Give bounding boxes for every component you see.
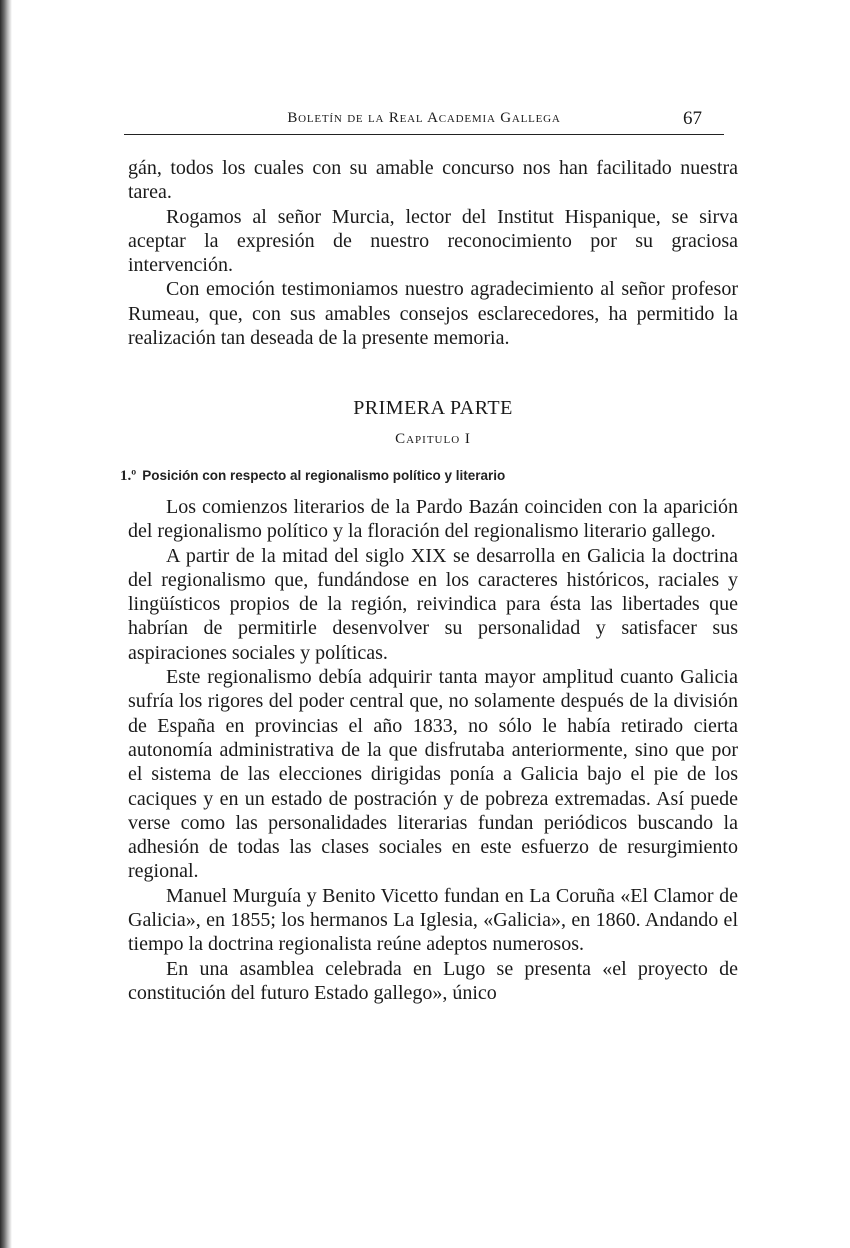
body-text-block <box>128 495 738 1005</box>
paragraph: En una asamblea celebrada en Lugo se presenta «el proyecto de constitución del futuro Estado gallego», único <box>128 957 738 1004</box>
intro-text-block <box>128 156 738 350</box>
paragraph: Los comienzos literarios de la Pardo Bazán coinciden con la aparición del regionalismo político y la floración del regionalismo literario gallego. <box>128 496 738 543</box>
section-heading <box>120 468 505 485</box>
chapter-title: Capitulo I <box>395 431 471 447</box>
section-number: 1.º <box>120 468 137 484</box>
page-number: 67 <box>683 108 702 129</box>
paragraph: Manuel Murguía y Benito Vicetto fundan en La Coruña «El Clamor de Galicia», en 1855; los hermanos La Iglesia, «Galicia», en 1860. Andando el tiempo la doctrina regionalista reúne adeptos numerosos. <box>128 884 738 956</box>
running-title: Boletín de la Real Academia Gallega <box>287 110 561 126</box>
paragraph: Este regionalismo debía adquirir tanta mayor amplitud cuanto Galicia sufría los rigores del poder central que, no solamente después de la división de España en provincias el año 1833, no sólo le había retirado cierta autonomía administrativa de la que disfrutaba anteriormente, sino que por el sistema de las elecciones dirigidas ponía a Galicia bajo el pie de los caciques y en un estado de postración y de pobreza extremadas. Así puede verse como las personalidades literarias fundan periódicos buscando la adhesión de todas las clases sociales en este esfuerzo de resurgimiento regional. <box>128 666 738 883</box>
paragraph: A partir de la mitad del siglo XIX se desarrolla en Galicia la doctrina del regionalismo que, fundándose en los caracteres históricos, raciales y lingüísticos propios de la región, reivindica para ésta las libertades que habrían de permitirle desenvolver su personalidad y satisfacer sus aspiraciones sociales y políticas. <box>128 544 738 664</box>
section-title: Posición con respecto al regionalismo político y literario <box>142 468 506 483</box>
part-title: PRIMERA PARTE <box>353 397 513 419</box>
page-header <box>124 104 724 135</box>
paragraph: Rogamos al señor Murcia, lector del Institut Hispanique, se sirva aceptar la expresión de nuestro reconocimiento por su graciosa intervención. <box>128 205 738 277</box>
book-binding-edge <box>0 0 12 1248</box>
paragraph: Con emoción testimoniamos nuestro agradecimiento al señor profesor Rumeau, que, con sus amables consejos esclarecedores, ha permitido la realización tan deseada de la presente memoria. <box>128 278 738 350</box>
paragraph: gán, todos los cuales con su amable concurso nos han facilitado nuestra tarea. <box>128 157 738 204</box>
